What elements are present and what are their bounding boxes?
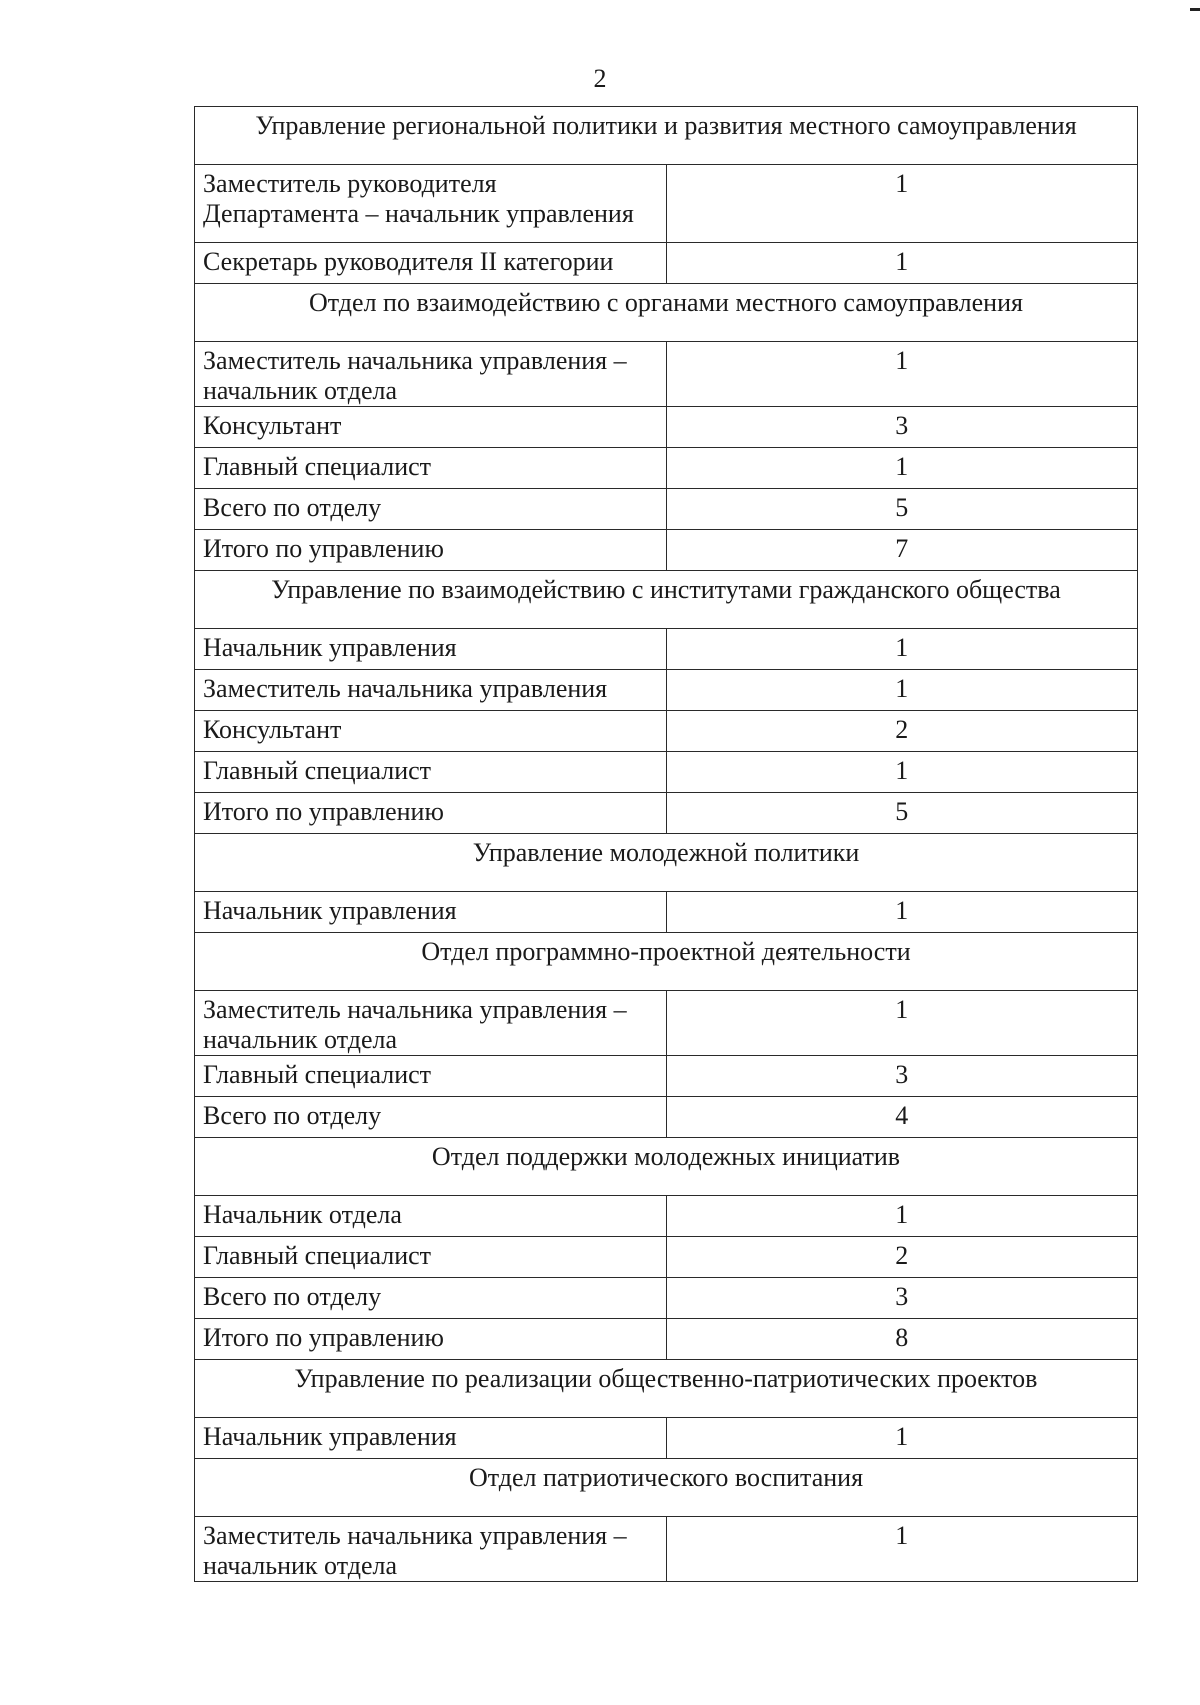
position-title: Заместитель начальника управления – начальник отдела: [195, 991, 667, 1056]
section-title: Управление молодежной политики: [195, 834, 1138, 892]
table-row: [195, 407, 1138, 448]
position-title: Заместитель начальника управления – начальник отдела: [195, 342, 667, 407]
section-header-row: [195, 933, 1138, 991]
position-title: Начальник управления: [195, 1418, 667, 1459]
position-title: Главный специалист: [195, 1237, 667, 1278]
table-row: [195, 1056, 1138, 1097]
table-row: [195, 670, 1138, 711]
section-header-row: [195, 1459, 1138, 1517]
position-count: 2: [666, 1237, 1138, 1278]
table-row: [195, 711, 1138, 752]
table-row: [195, 1097, 1138, 1138]
position-count: 5: [666, 489, 1138, 530]
position-count: 1: [666, 991, 1138, 1056]
table-row: [195, 448, 1138, 489]
table-row: [195, 1237, 1138, 1278]
position-count: 3: [666, 1056, 1138, 1097]
position-title: Итого по управлению: [195, 793, 667, 834]
position-count: 1: [666, 165, 1138, 243]
table-row: [195, 1319, 1138, 1360]
position-title: Начальник управления: [195, 892, 667, 933]
position-title: Всего по отделу: [195, 1097, 667, 1138]
position-title: Консультант: [195, 407, 667, 448]
table-row: [195, 629, 1138, 670]
position-title: Всего по отделу: [195, 1278, 667, 1319]
position-count: 1: [666, 629, 1138, 670]
section-title: Отдел программно-проектной деятельности: [195, 933, 1138, 991]
position-title: Заместитель начальника управления – начальник отдела: [195, 1517, 667, 1582]
section-title: Управление по взаимодействию с институтами гражданского общества: [195, 571, 1138, 629]
table-row: [195, 892, 1138, 933]
section-title: Отдел патриотического воспитания: [195, 1459, 1138, 1517]
position-title: Всего по отделу: [195, 489, 667, 530]
position-count: 3: [666, 1278, 1138, 1319]
position-title: Итого по управлению: [195, 1319, 667, 1360]
table-row: [195, 1278, 1138, 1319]
table-row: [195, 489, 1138, 530]
section-header-row: [195, 834, 1138, 892]
table-row: [195, 1196, 1138, 1237]
position-count: 1: [666, 342, 1138, 407]
table-row: [195, 530, 1138, 571]
position-title: Главный специалист: [195, 752, 667, 793]
position-count: 1: [666, 448, 1138, 489]
section-header-row: [195, 571, 1138, 629]
section-title: Управление региональной политики и развития местного самоуправления: [195, 107, 1138, 165]
position-count: 1: [666, 1196, 1138, 1237]
table-row: [195, 1517, 1138, 1582]
position-count: 3: [666, 407, 1138, 448]
position-count: 1: [666, 752, 1138, 793]
position-count: 1: [666, 1418, 1138, 1459]
section-header-row: [195, 284, 1138, 342]
position-title: Начальник отдела: [195, 1196, 667, 1237]
position-title: Заместитель руководителя Департамента – начальник управления: [195, 165, 667, 243]
position-count: 1: [666, 892, 1138, 933]
table-row: [195, 793, 1138, 834]
position-count: 1: [666, 243, 1138, 284]
position-count: 1: [666, 1517, 1138, 1582]
position-count: 5: [666, 793, 1138, 834]
position-title: Главный специалист: [195, 1056, 667, 1097]
position-title: Секретарь руководителя II категории: [195, 243, 667, 284]
section-title: Управление по реализации общественно-патриотических проектов: [195, 1360, 1138, 1418]
position-title: Итого по управлению: [195, 530, 667, 571]
position-count: 8: [666, 1319, 1138, 1360]
position-title: Начальник управления: [195, 629, 667, 670]
position-count: 1: [666, 670, 1138, 711]
scan-mark: [1190, 8, 1200, 11]
position-title: Консультант: [195, 711, 667, 752]
position-count: 7: [666, 530, 1138, 571]
position-count: 2: [666, 711, 1138, 752]
section-title: Отдел по взаимодействию с органами местного самоуправления: [195, 284, 1138, 342]
section-title: Отдел поддержки молодежных инициатив: [195, 1138, 1138, 1196]
staff-table-body: [195, 107, 1138, 1582]
table-row: [195, 243, 1138, 284]
table-row: [195, 991, 1138, 1056]
position-title: Заместитель начальника управления: [195, 670, 667, 711]
staff-table: [194, 106, 1138, 1582]
table-row: [195, 165, 1138, 243]
page-number: 2: [593, 64, 607, 93]
table-row: [195, 752, 1138, 793]
position-count: 4: [666, 1097, 1138, 1138]
section-header-row: [195, 107, 1138, 165]
table-row: [195, 1418, 1138, 1459]
position-title: Главный специалист: [195, 448, 667, 489]
table-row: [195, 342, 1138, 407]
section-header-row: [195, 1138, 1138, 1196]
section-header-row: [195, 1360, 1138, 1418]
